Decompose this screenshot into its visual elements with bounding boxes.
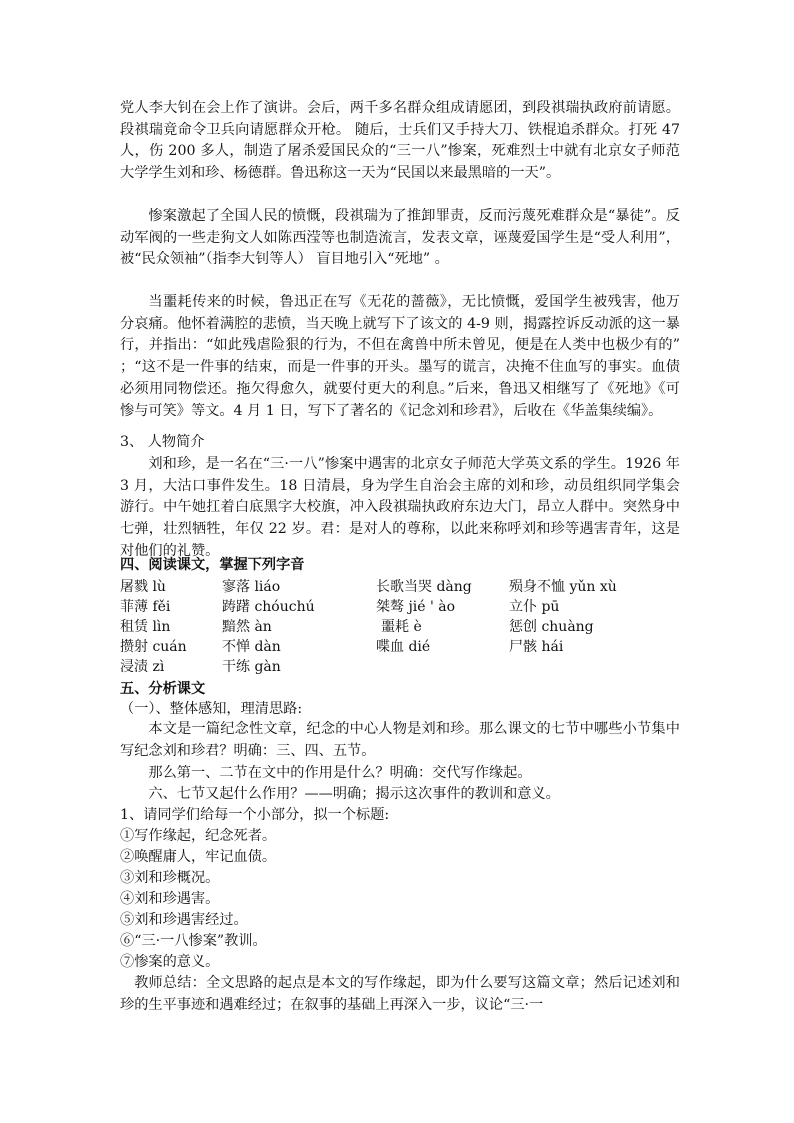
vocab-item: 黯然 àn xyxy=(222,619,272,635)
subsection-heading-overview: （一）、整体感知，理清思路: xyxy=(120,701,303,717)
paragraph-liu-hezhen-bio: 刘和珍，是一名在“三·一八”惨案中遇害的北京女子师范大学英文系的学生。1926 年 3 月，大沽口事件发生。18 日清晨，身为学生自治会主席的刘和珍，动员组织同学集会游行。中午她扛着白底黑字大校旗，冲入段祺瑞执政府东边大门，昂立人群中。突然身中七弹，壮烈牺牲，年仅 22 岁。君：是对人的尊称，以此来称呼刘和珍等遇害青年，这是对他们的礼赞。 xyxy=(120,456,680,559)
paragraph-sections-6-7: 六、七节又起什么作用？——明确；揭示这次事件的教训和意义。 xyxy=(148,786,560,802)
paragraph-background: 党人李大钊在会上作了演讲。会后，两千多名群众组成请愿团，到段祺瑞执政府前请愿。段祺瑞竟命令卫兵向请愿群众开枪。 随后，士兵们又手持大刀、铁棍追杀群众。打死 47 人，伤 200 多人，制造了屠杀爱国民众的“三一八”惨案，死难烈士中就有北京女子师范大学学生刘和珍、杨德群。鲁迅称这一天为“民国以来最黑暗的一天”。 xyxy=(120,100,680,182)
title-item-4: ④刘和珍遇害。 xyxy=(120,891,220,907)
vocab-item: 租赁 lìn xyxy=(120,619,171,635)
title-item-2: ②唤醒庸人，牢记血债。 xyxy=(120,849,277,865)
vocab-item: 尸骸 hái xyxy=(509,639,564,655)
paragraph-teacher-summary: 教师总结：全文思路的起点是本文的写作缘起，即为什么要写这篇文章；然后记述刘和珍的生平事迹和遇难经过；在叙事的基础上再深入一步，议论“三·一 xyxy=(120,975,680,1013)
vocab-item: 浸渍 zì xyxy=(120,659,165,675)
section-heading-pronunciation: 四、阅读课文，掌握下列字音 xyxy=(120,557,305,573)
vocab-item: 踌躇 chóuchú xyxy=(222,599,315,615)
title-item-6: ⑥“三·一八惨案”教训。 xyxy=(120,933,267,949)
paragraph-lu-xun-response: 当噩耗传来的时候，鲁迅正在写《无花的蔷薇》，无比愤慨，爱国学生被残害，他万分哀痛。他怀着满腔的悲愤，当天晚上就写下了该文的 4-9 则，揭露控诉反动派的这一暴行，并指出：“如此残虐险狠的行为，不但在禽兽中所未曾见，便是在人类中也极少有的” ；“这不是一件事的结束，而是一件事的开头。墨写的谎言，决掩不住血写的事实。血债必须用同物偿还。拖欠得愈久，就要付更大的利息。”后来，鲁迅又相继写了《死地》《可惨与可笑》等文。4 月 1 日，写下了著名的《记念刘和珍君》，后收在《华盖集续编》。 xyxy=(120,294,680,419)
title-item-1: ①写作缘起，纪念死者。 xyxy=(120,828,277,844)
section-heading-character-intro: 3、 人物简介 xyxy=(120,434,205,450)
vocab-item: 殒身不恤 yǔn xù xyxy=(509,579,617,595)
vocab-item: 立仆 pū xyxy=(509,599,560,615)
paragraph-central-figure: 本文是一篇纪念性文章，纪念的中心人物是刘和珍。那么课文的七节中哪些小节集中写纪念刘和珍君？明确：三、四、五节。 xyxy=(120,721,680,759)
vocab-item: 干练 gàn xyxy=(222,659,281,675)
vocab-item: 屠戮 lù xyxy=(120,579,166,595)
vocab-item: 寥落 liáo xyxy=(222,579,281,595)
vocab-item: 惩创 chuàng xyxy=(509,619,594,635)
vocab-item: 桀骜 jié ' ào xyxy=(376,599,456,615)
title-item-7: ⑦惨案的意义。 xyxy=(120,954,220,970)
section-heading-analysis: 五、分析课文 xyxy=(120,681,206,697)
paragraph-sections-1-2: 那么第一、二节在文中的作用是什么？明确：交代写作缘起。 xyxy=(148,765,532,781)
question-1: 1、请同学们给每一个小部分，拟一个标题: xyxy=(120,807,390,823)
title-item-5: ⑤刘和珍遇害经过。 xyxy=(120,912,248,928)
vocab-item: 噩耗 è xyxy=(381,619,422,635)
vocab-item: 攒射 cuán xyxy=(120,639,187,655)
title-item-3: ③刘和珍概况。 xyxy=(120,870,220,886)
vocab-item: 喋血 dié xyxy=(376,639,431,655)
vocab-item: 长歌当哭 dàng xyxy=(376,579,472,595)
vocab-item: 不惮 dàn xyxy=(222,639,281,655)
paragraph-aftermath: 惨案激起了全国人民的愤慨，段祺瑞为了推卸罪责，反而污蔑死难群众是“暴徒”。反动军阀的一些走狗文人如陈西滢等也制造流言，发表文章，诬蔑爱国学生是“受人利用”，被“民众领袖”（指李大钊等人） 盲目地引入“死地” 。 xyxy=(120,208,680,268)
vocab-item: 菲薄 fěi xyxy=(120,599,171,615)
